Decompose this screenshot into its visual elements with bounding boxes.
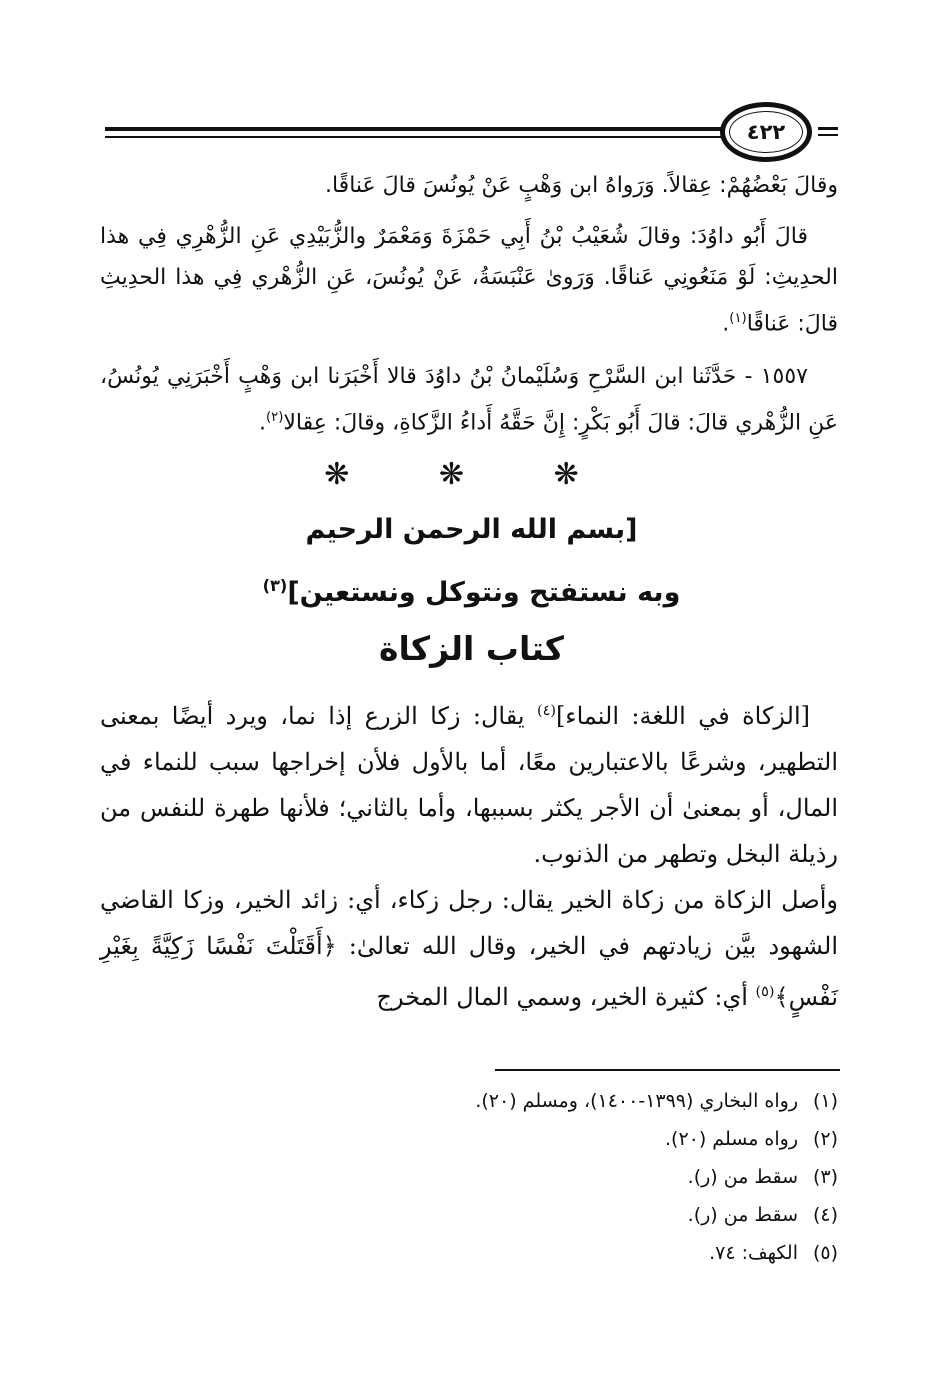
footnote-number: (٢) xyxy=(812,1128,838,1150)
commentary-paragraph-1 xyxy=(100,688,838,877)
hadith-paragraph-2-text: قالَ أَبُو داوُدَ: وقالَ شُعَيْبُ بْنُ أَبِي حَمْزَةَ وَمَعْمَرٌ والزُّبَيْدِي عَنِ الزُّهْرِي فِي هذا الحدِيثِ: لَوْ مَنَعُونِي عَناقًا. وَرَوىٰ عَنْبَسَةُ، عَنْ يُونُسَ، عَنِ الزُّهْري فِي هذا الحدِيثِ قالَ: عَناقًا xyxy=(100,224,838,337)
commentary-paragraph-2-rest: أي: كثيرة الخير، وسمي المال المخرج xyxy=(376,983,756,1011)
commentary-paragraph-2-lead: وأصل الزكاة من زكاة الخير يقال: رجل زكاء، أي: زائد الخير، وزكا القاضي الشهود بيَّن زيادتهم في الخير، وقال الله تعالىٰ: ﴿أَقَتَلْتَ نَفْسًا زَكِيَّةً بِغَيْرِ نَفْسٍ﴾ xyxy=(100,886,838,1011)
footnote-5 xyxy=(100,1234,838,1272)
chapter-title: كتاب الزكاة xyxy=(379,629,564,668)
hadith-paragraph-1 xyxy=(100,165,838,206)
footnote-4 xyxy=(100,1196,838,1234)
footnote-text: الكهف: ٧٤. xyxy=(709,1242,798,1264)
commentary-body xyxy=(100,688,838,1020)
commentary-paragraph-1-rest: يقال: زكا الزرع إذا نما، ويرد أيضًا بمعنى التطهير، وشرعًا بالاعتبارين معًا، أما بالأول فلأن إخراجها سبب للنماء في المال، أو بمعنىٰ أن الأجر يكثر بسببها، وأما بالثاني؛ فلأنها طهرة للنفس من رذيلة البخل وتطهر من الذنوب. xyxy=(100,702,838,868)
hadith-paragraph-2 xyxy=(100,216,838,344)
footnotes xyxy=(100,1082,838,1272)
istiftah-text: وبه نستفتح ونتوكل ونستعين] xyxy=(287,577,681,608)
footnote-ref-1: (١) xyxy=(729,311,747,326)
footnote-text: رواه البخاري (١٣٩٩-١٤٠٠)، ومسلم (٢٠). xyxy=(475,1090,798,1112)
commentary-paragraph-2 xyxy=(100,877,838,1020)
footnote-text: سقط من (ر). xyxy=(687,1166,798,1188)
header-rule-right xyxy=(818,127,838,130)
hadith-1557-end: . xyxy=(258,410,266,436)
footnote-ref-4: (٤) xyxy=(536,703,556,719)
footnote-number: (٥) xyxy=(812,1242,838,1264)
footnote-number: (١) xyxy=(812,1090,838,1112)
footnote-number: (٣) xyxy=(812,1166,838,1188)
section-separator: ❋ ❋ ❋ xyxy=(324,457,619,492)
commentary-paragraph-1-lead: [الزكاة في اللغة: النماء] xyxy=(555,702,811,730)
hadith-paragraph-1-text: وقالَ بَعْضُهُمْ: عِقالاً. وَرَواهُ ابن وَهْبٍ عَنْ يُونُسَ قالَ عَناقًا. xyxy=(324,173,838,198)
footnote-ref-5: (٥) xyxy=(755,984,775,1000)
footnote-divider xyxy=(495,1069,840,1071)
header-rule-thin xyxy=(105,136,723,138)
page-number-frame xyxy=(720,102,812,162)
footnote-text: سقط من (ر). xyxy=(687,1204,798,1226)
footnote-ref-3: (٣) xyxy=(262,576,288,595)
hadith-paragraph-2-end: . xyxy=(722,311,730,337)
footnote-text: رواه مسلم (٢٠). xyxy=(664,1128,798,1150)
page-number: ٤٢٢ xyxy=(746,120,786,144)
istiftah-line xyxy=(0,566,943,613)
hadith-1557-text: ١٥٥٧ - حَدَّثَنا ابن السَّرْحِ وَسُلَيْمانُ بْنُ داوُدَ قالا أَخْبَرَنا ابن وَهْبٍ أَخْبَرَنِي يُونُسُ، عَنِ الزُّهْري قالَ: قالَ أَبُو بَكْرٍ: إِنَّ حَقَّهُ أَداءُ الزَّكاةِ، وقالَ: عِقالا xyxy=(100,364,838,436)
header-rule-right-thin xyxy=(818,134,838,136)
footnote-number: (٤) xyxy=(812,1204,838,1226)
footnote-2 xyxy=(100,1120,838,1158)
basmala: [بسم الله الرحمن الرحيم xyxy=(305,514,638,545)
footnote-3 xyxy=(100,1158,838,1196)
hadith-1557 xyxy=(100,356,838,443)
header-rule xyxy=(105,127,723,131)
footnote-1 xyxy=(100,1082,838,1120)
footnote-ref-2: (٢) xyxy=(265,410,284,425)
